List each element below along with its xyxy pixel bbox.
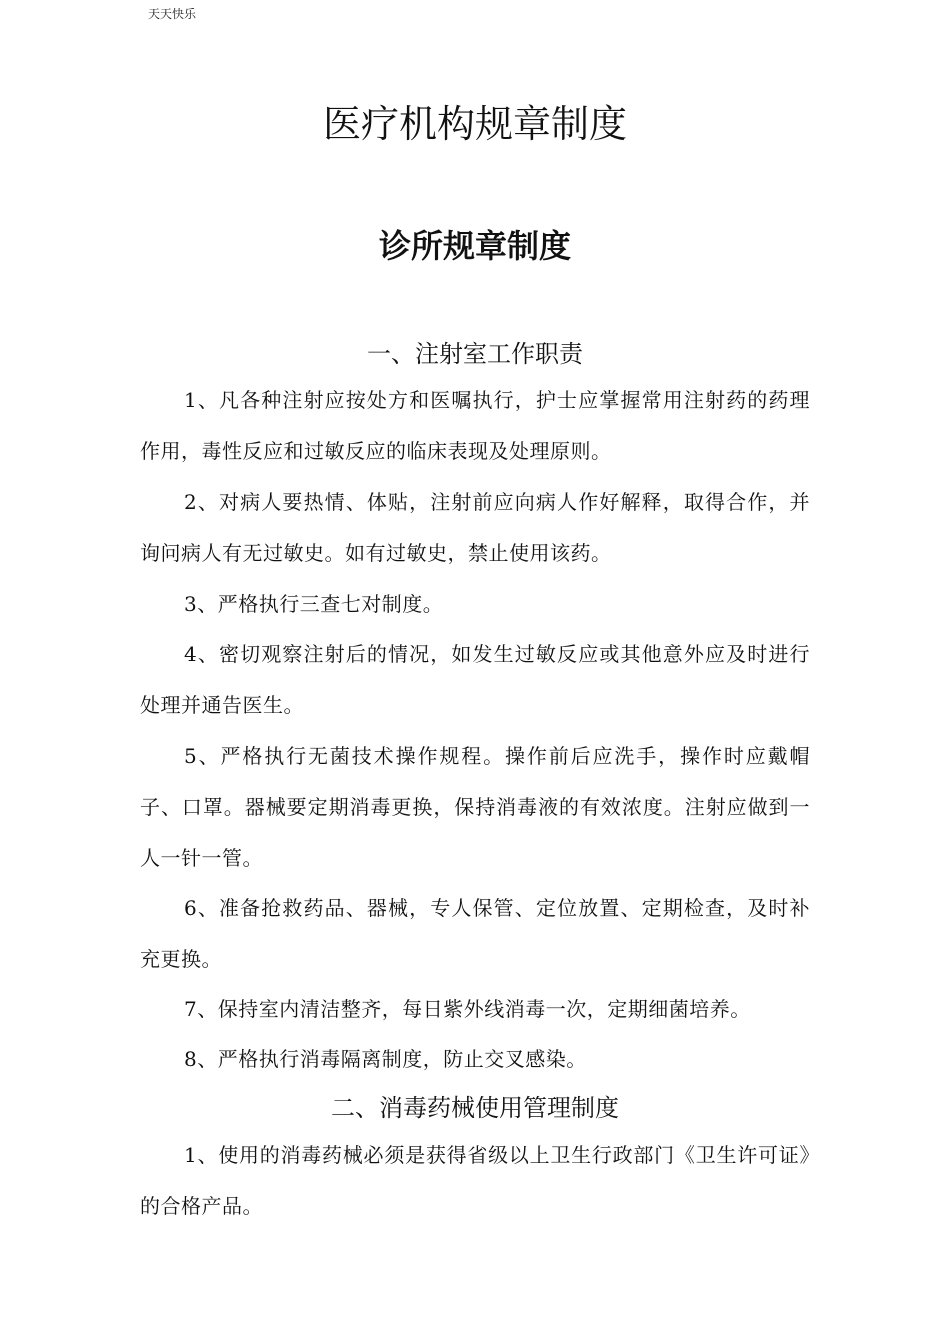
header-note: 天天快乐 [148,7,197,21]
section-heading-disinfection: 二、消毒药械使用管理制度 [331,1094,619,1122]
document-title: 医疗机构规章制度 [322,102,627,146]
section-heading-injection-room: 一、注射室工作职责 [367,340,583,368]
paragraph-injection-4: 4、密切观察注射后的情况，如发生过敏反应或其他意外应及时进行处理并通告医生。 [140,642,810,717]
paragraph-injection-5: 5、严格执行无菌技术操作规程。操作前后应洗手，操作时应戴帽子、口罩。器械要定期消毒更换，保持消毒液的有效浓度。注射应做到一人一针一管。 [140,744,810,870]
paragraph-injection-7: 7、保持室内清洁整齐，每日紫外线消毒一次，定期细菌培养。 [184,997,751,1021]
paragraph-injection-6: 6、准备抢救药品、器械，专人保管、定位放置、定期检查，及时补充更换。 [140,896,810,971]
paragraph-injection-8: 8、严格执行消毒隔离制度，防止交叉感染。 [184,1047,587,1071]
paragraph-injection-2: 2、对病人要热情、体贴，注射前应向病人作好解释，取得合作，并询问病人有无过敏史。如有过敏史，禁止使用该药。 [140,490,810,565]
paragraph-disinfection-1: 1、使用的消毒药械必须是获得省级以上卫生行政部门《卫生许可证》的合格产品。 [140,1143,810,1218]
paragraph-injection-3: 3、严格执行三查七对制度。 [184,592,444,616]
paragraph-injection-1: 1、凡各种注射应按处方和医嘱执行，护士应掌握常用注射药的药理作用，毒性反应和过敏反应的临床表现及处理原则。 [140,388,810,463]
document-subtitle: 诊所规章制度 [378,227,571,265]
